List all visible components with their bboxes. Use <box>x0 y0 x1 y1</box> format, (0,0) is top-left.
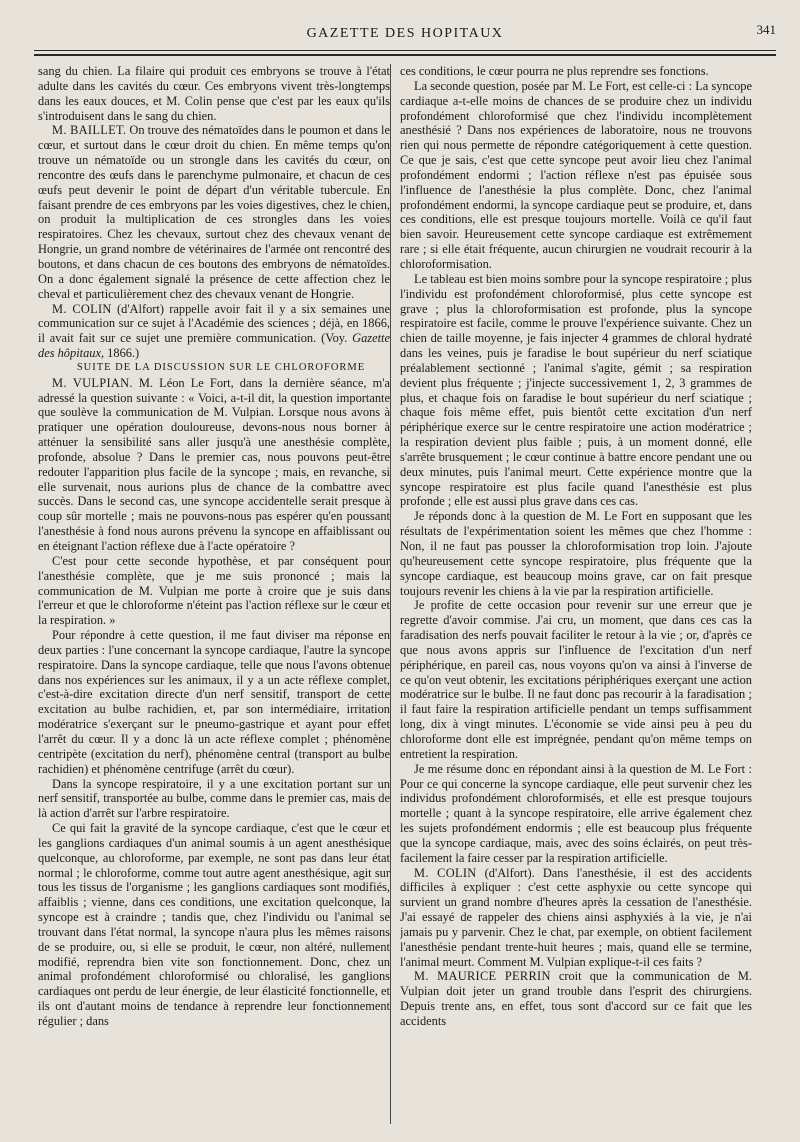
paragraph: Pour répondre à cette question, il me faut diviser ma réponse en deux parties : l'une concernant la syncope cardiaque, l'autre la syncope respiratoire. Dans la syncope cardiaque, telle que nous l'avons obtenue dans nos expériences sur les animaux, il y a un acte réflexe complet, c'est-à-dire excitation directe d'un nerf sensitif, transport de cette excitation au bulbe rachidien, et, par son intermédiaire, irritation modératrice s'exerçant sur le pneumo-gastrique et ayant pour effet l'arrêt du cœur. Il y a donc là un acte réflexe complet ; phénomène centripète (excitation du nerf), phénomène central (transport au bulbe rachidien) et phénomène centrifuge (arrêt du cœur). <box>38 628 390 776</box>
paragraph-text: (d'Alfort). Dans l'anesthésie, il est des accidents difficiles à expliquer : c'est cette asphyxie ou cette syncope qui survient un grand nombre d'heures après la cessation de l'anesthésie. J'ai essayé de rappeler des chiens ainsi asphyxiés à la vie, je n'ai jamais pu y parvenir. Chez le chat, par exemple, on obtient facilement l'anesthésie pendant trente-huit heures ; mais, quand elle se termine, l'animal meurt. Comment M. Vulpian explique-t-il ces faits ? <box>400 865 752 969</box>
paragraph: Ce qui fait la gravité de la syncope cardiaque, c'est que le cœur et les ganglions cardiaques d'un animal soumis à un agent anesthésique quelconque, au chloroforme, par exemple, ne sont pas dans leur état normal ; le chloroforme, comme tout autre agent anesthésique, agit sur tous les tissus de l'organisme ; les ganglions cardiaques sont modifiés, affaiblis ; vienne, dans ces conditions, une excitation quelconque, la syncope est à craindre ; tandis que, chez l'individu ou l'animal se trouvant dans l'état normal, la syncope n'aura plus les mêmes raisons de se produire, ou, si elle se produit, le cœur, non altéré, nullement modifié, reprendra bien vite son fonctionnement. Donc, chez un animal profondément chloroformisé ou chloralisé, les ganglions cardiaques ont perdu de leur énergie, de leur élasticité fonctionnelle, et ils ont d'autant moins de tendance à reprendre leur fonctionnement régulier ; dans <box>38 821 390 1028</box>
page-number: 341 <box>756 22 776 37</box>
right-column <box>400 64 752 1124</box>
journal-reference: Gazette des hôpitaux <box>38 331 390 361</box>
paragraph <box>38 123 390 301</box>
header-rule <box>34 50 776 51</box>
header-rule-thick <box>34 54 776 56</box>
paragraph <box>400 866 752 970</box>
page-header <box>30 22 780 52</box>
speaker-name: M. COLIN <box>52 301 112 316</box>
paragraph: Dans la syncope respiratoire, il y a une excitation portant sur un nerf sensitif, transportée au bulbe, comme dans le premier cas, mais de là action d'arrêt sur l'arbre respiratoire. <box>38 776 390 821</box>
speaker-name: M. BAILLET. <box>52 123 127 138</box>
journal-title: GAZETTE DES HOPITAUX <box>306 26 504 41</box>
paragraph <box>38 376 390 554</box>
paragraph: La seconde question, posée par M. Le Fort, est celle-ci : La syncope cardiaque a-t-elle moins de chances de se produire chez un individu profondément chloroformisé que chez l'individu incomplètement anesthésié ? Dans nos expériences de laboratoire, nous ne trouvons rien qui nous permette de répondre catégoriquement à cette question. Ce que je sais, c'est que cette syncope peut avoir lieu chez l'animal profondément endormi ; l'action réflexe n'est pas épuisée sous l'influence de l'anesthésie la plus complète. Donc, chez l'animal profondément endormi, la syncope cardiaque peut se produire, et, dans ces conditions, elle est presque toujours mortelle. Voilà ce qu'il faut bien savoir. Heureusement cette syncope cardiaque est extrêmement rare ; si elle était fréquente, aucun chirurgien ne voudrait recourir à la chloroformisation. <box>400 78 752 271</box>
paragraph-text: croit que la communication de M. Vulpian doit jeter un grand trouble dans l'esprit des chirurgiens. Depuis trente ans, en effet, tous sont d'accord sur ce fait que les accidents <box>400 969 752 1028</box>
paragraph: Je me résume donc en répondant ainsi à la question de M. Le Fort : Pour ce qui concerne la syncope cardiaque, elle peut survenir chez les individus profondément chloroformisés, et elle est presque toujours mortelle ; quant à la syncope respiratoire, elle arrive également chez les sujets profondément endormis ; elle est beaucoup plus fréquente que la syncope cardiaque, mais, avec des soins éclairés, on peut très-facilement la faire cesser par la respiration artificielle. <box>400 761 752 865</box>
speaker-name: M. MAURICE PERRIN <box>414 969 551 984</box>
speaker-name: M. COLIN <box>414 865 477 880</box>
section-heading: SUITE DE LA DISCUSSION SUR LE CHLOROFORME <box>76 361 366 373</box>
paragraph-text: , 1866.) <box>100 346 140 361</box>
paragraph-text: (d'Alfort) rappelle avoir fait il y a six semaines une communication sur ce sujet à l'Académie des sciences ; déjà, en 1866, il avait fait sur ce sujet une première communication. (Voy. <box>38 301 390 346</box>
paragraph: Je réponds donc à la question de M. Le Fort en supposant que les résultats de l'expérimentation soient les mêmes que chez l'homme : Non, il ne faut pas pousser la chloroformisation trop loin. J'ajoute qu'heureusement cette syncope respiratoire, plus fréquente que la syncope cardiaque, est beaucoup moins grave, car on fait presque toujours revenir les chiens à la vie par la respiration artificielle. <box>400 509 752 598</box>
paragraph-text: M. Léon Le Fort, dans la dernière séance, m'a adressé la question suivante : « Voici, a-t-il dit, la question importante que soulève la communication de M. Vulpian. Lorsque nous avons à pratiquer une opération douloureuse, devons-nous nous borner à atténuer la sensibilité sans aller jusqu'à une anesthésie complète, profonde, absolue ? Dans le premier cas, nous pouvons peut-être redouter l'apparition plus facile de la syncope ; mais, en revanche, si elle survenait, nous aurions plus de chance de la combattre avec succès. Dans le second cas, une syncope accidentelle serait presque à coup sûr mortelle ; mais ne pouvons-nous pas espérer qu'en poussant l'anesthésie à fond nous aurons prévenu la syncope en affaiblissant ou en éteignant l'action réflexe due à l'acte opératoire ? <box>38 375 390 553</box>
left-column <box>38 64 390 1124</box>
speaker-name: M. VULPIAN. <box>52 375 133 390</box>
paragraph-text: On trouve des nématoïdes dans le poumon et dans le cœur, et surtout dans le cœur droit du chien. En même temps qu'on trouve un nématoïde ou un strongle dans les cavités du cœur, on rencontre des œufs dans le parenchyme pulmonaire, et chacun de ces œufs peut devenir le point de départ d'un véritable tubercule. En faisant prendre de ces embryons par les voies digestives, chez le chien, on produit la multiplication de ces strongles dans les voies respiratoires. Chez les chevaux, surtout chez des chevaux venant de Hongrie, un grand nombre de vétérinaires de l'armée ont rencontré des boutons, et dans chacun de ces boutons des embryons de nématoïdes. On a donc également signalé la présence de cette affection chez le cheval et particulièrement chez des chevaux venant de Hongrie. <box>38 123 390 301</box>
column-divider <box>390 64 391 1124</box>
paragraph: sang du chien. La filaire qui produit ces embryons se trouve à l'état adulte dans les cavités du cœur. Ces embryons vivent très-longtemps dans les eaux douces, et M. Colin pense que c'est par les eaux qu'ils s'introduisent dans le sang du chien. <box>38 64 390 123</box>
paragraph: C'est pour cette seconde hypothèse, et par conséquent pour l'anesthésie complète, que je me suis prononcé ; mais la communication de M. Vulpian me porte à croire que je suis dans l'erreur et que le chloroforme n'éteint pas l'action réflexe sur le cœur et la respiration. » <box>38 553 390 628</box>
paragraph: Je profite de cette occasion pour revenir sur une erreur que je regrette d'avoir commise. J'ai cru, un moment, que dans ces cas la faradisation des nerfs pouvait faciliter le retour à la vie ; or, d'après ce que nous avons appris sur l'influence de l'excitation d'un nerf périphérique, en pareil cas, nous voyons qu'on va ainsi à l'inverse de ce qu'on veut obtenir, les excitations périphériques exerçant une action modératrice sur le bulbe. Il ne faut donc pas recourir à la faradisation ; il faut faire la respiration artificielle pendant un temps suffisamment long, dix à vingt minutes. L'économie se vide ainsi peu à peu du chloroforme dont elle est imprégnée, pendant qu'on même temps on entretient la respiration. <box>400 598 752 761</box>
paragraph <box>400 969 752 1028</box>
paragraph: Le tableau est bien moins sombre pour la syncope respiratoire ; plus l'individu est profondément chloroformisé, plus cette syncope est grave ; plus la chloroformisation est profonde, plus la syncope respiratoire est facile, comme le prouve l'expérience suivante. Chez un chien de taille moyenne, je fais injecter 4 grammes de chloral hydraté dans les veines, puis je faradise le bout supérieur du nerf sciatique préalablement sectionné ; l'animal s'agite, gémit ; sa respiration devient plus fréquente ; j'injecte successivement 1, 2, 3 grammes de plus, et chaque fois on faradise le bout supérieur du nerf sciatique ; chaque fois même effet, puis bientôt cette excitation d'un nerf périphérique exerce sur le centre respiratoire une action modératrice ; la respiration devient plus faible ; puis, à un moment donné, elle s'arrête brusquement ; le cœur continue à battre encore pendant une ou deux minutes, puis l'animal meurt. Cette expérience montre que la syncope respiratoire est plus facile quand l'anesthésie est plus profonde ; elle est aussi plus grave dans ces cas. <box>400 271 752 509</box>
paragraph <box>38 302 390 361</box>
paragraph: ces conditions, le cœur pourra ne plus reprendre ses fonctions. <box>400 64 709 78</box>
